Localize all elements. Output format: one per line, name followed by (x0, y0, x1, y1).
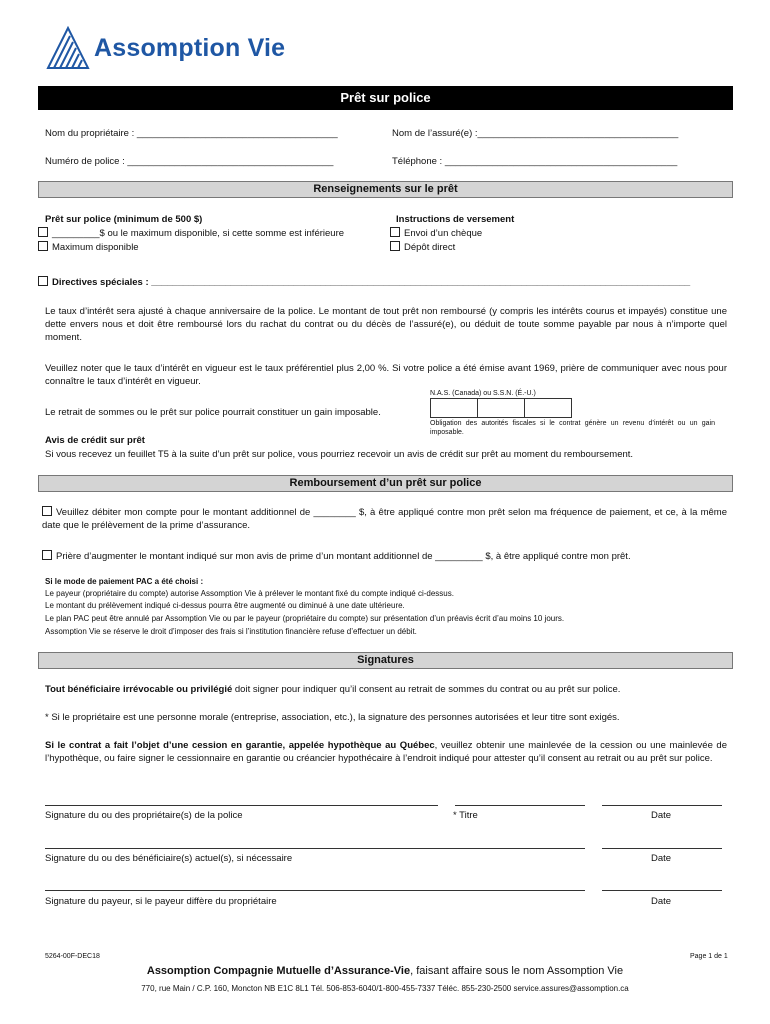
tax-note: Obligation des autorités fiscales si le contrat génère un revenu d’intérêt ou un gain imposable. (430, 420, 715, 436)
pac-line: Le montant du prélèvement indiqué ci-dessus pourra être augmenté ou diminué à une date ultérieure. (45, 601, 405, 610)
owner-signature-label: Signature du ou des propriétaire(s) de la police (45, 810, 243, 821)
loan-option-max-label: Maximum disponible (52, 242, 139, 253)
payment-direct-label: Dépôt direct (404, 242, 456, 253)
form-code: 5264-00F-DEC18 (45, 953, 100, 960)
checkbox-icon[interactable] (390, 241, 400, 251)
date-line[interactable] (602, 890, 722, 891)
payment-cheque-option[interactable] (390, 227, 482, 240)
date-line[interactable] (602, 805, 722, 806)
special-directives[interactable] (38, 276, 728, 289)
repayment-option-increase[interactable] (42, 550, 727, 563)
checkbox-icon[interactable] (42, 550, 52, 560)
beneficiary-signature-label: Signature du ou des bénéficiaire(s) actuel(s), si nécessaire (45, 853, 293, 864)
page-number: Page 1 de 1 (690, 953, 728, 960)
special-directives-label: Directives spéciales : ______________________________________________________________________________________________________ (52, 277, 691, 288)
pac-heading: Si le mode de paiement PAC a été choisi : (45, 577, 204, 586)
repayment-option-debit[interactable] (42, 506, 727, 532)
credit-text: Si vous recevez un feuillet T5 à la suite d’un prêt sur police, vous pourriez recevoir un avis de crédit sur prêt au moment du remboursement. (45, 449, 634, 460)
taxable-gain-text: Le retrait de sommes ou le prêt sur police pourrait constituer un gain imposable. (45, 407, 381, 418)
interest-paragraph: Le taux d’intérêt sera ajusté à chaque anniversaire de la police. Le montant de tout prêt non remboursé (y compris les intérêts courus et impayés) constitue une dette envers nous et doit être remboursé lors du rachat du contrat ou du décès de l’assuré(e), ou déduit de toute somme payable par nous à n’importe quel moment. (45, 306, 727, 343)
nas-input[interactable] (430, 398, 572, 418)
loan-heading: Prêt sur police (minimum de 500 $) (45, 214, 203, 225)
logo-text: Assomption Vie (94, 33, 286, 62)
payment-cheque-label: Envoi d’un chèque (404, 228, 483, 239)
footer-address: 770, rue Main / C.P. 160, Moncton NB E1C 8L1 Tél. 506-853-6040/1-800-455-7337 Téléc. 855-230-2500 service.assures@assomption.ca (141, 984, 629, 993)
loan-option-amount[interactable] (38, 227, 344, 240)
date-line[interactable] (602, 848, 722, 849)
checkbox-icon[interactable] (38, 241, 48, 251)
page-title: Prêt sur police (38, 86, 733, 110)
payment-heading: Instructions de versement (396, 214, 515, 225)
payer-signature-label: Signature du payeur, si le payeur diffère du propriétaire (45, 896, 277, 907)
footer-company-bold: Assomption Compagnie Mutuelle d’Assurance-Vie (146, 965, 411, 977)
checkbox-icon[interactable] (38, 276, 48, 286)
loan-option-max[interactable] (38, 241, 139, 254)
corporate-note: * Si le propriétaire est une personne morale (entreprise, association, etc.), la signature des personnes autorisées et leur titre sont exigés. (45, 712, 620, 723)
repayment-option-increase-label: Prière d’augmenter le montant indiqué sur mon avis de prime d’un montant additionnel de _________ $, à être appliqué contre mon prêt. (56, 551, 631, 562)
repayment-option-debit-label: Veuillez débiter mon compte pour le montant additionnel de ________ $, à être appliqué contre mon prêt selon ma fréquence de paiement, et ce, à la même date que le prélèvement de la prime d’assurance. (42, 507, 727, 531)
beneficiary-consent-bold: Tout bénéficiaire irrévocable ou privilégié (45, 684, 233, 695)
pac-line: Le plan PAC peut être annulé par Assomption Vie ou par le payeur (propriétaire du compte) sur présentation d’un préavis écrit d’au moins 10 jours. (45, 614, 565, 623)
date-label: Date (651, 810, 672, 821)
checkbox-icon[interactable] (390, 227, 400, 237)
company-logo (46, 26, 285, 70)
credit-heading: Avis de crédit sur prêt (45, 435, 145, 446)
footer-company-rest: , faisant affaire sous le nom Assomption Vie (410, 965, 624, 977)
beneficiary-consent (45, 683, 730, 696)
loan-option-amount-label: _________$ ou le maximum disponible, si cette somme est inférieure (52, 228, 345, 239)
rate-paragraph: Veuillez noter que le taux d’intérêt en vigueur est le taux préférentiel plus 2,00 %. Si votre police a été émise avant 1969, prière de communiquer avec nous pour connaître le taux d’intérêt en vigueur. (45, 363, 727, 387)
pac-line: Assomption Vie se réserve le droit d’imposer des frais si l’institution financière refuse d’effectuer un débit. (45, 627, 417, 636)
assignment-bold: Si le contrat a fait l’objet d’une cession en garantie, appelée hypothèque au Québec (45, 740, 435, 751)
assomption-triangle-logo-icon (46, 26, 90, 70)
owner-name-field[interactable]: Nom du propriétaire : ______________________________________ (45, 128, 338, 139)
payment-direct-option[interactable] (390, 241, 455, 254)
checkbox-icon[interactable] (42, 506, 52, 516)
beneficiary-signature-line[interactable] (45, 848, 585, 849)
title-label: * Titre (453, 810, 478, 821)
assignment-rest: , veuillez obtenir une mainlevée de la cession ou une mainlevée de l’hypothèque, ou faire signer le cessionnaire en garantie ou créancier hypothécaire à l’endroit indiqué pour attester qu’il consent au retrait ou au prêt sur police. (45, 740, 727, 764)
assignment-paragraph (45, 739, 727, 765)
payer-signature-line[interactable] (45, 890, 585, 891)
footer-company (0, 965, 770, 977)
title-line[interactable] (455, 805, 585, 806)
insured-name-field[interactable]: Nom de l’assuré(e) :______________________________________ (392, 128, 679, 139)
checkbox-icon[interactable] (38, 227, 48, 237)
phone-field[interactable]: Téléphone : ____________________________________________ (392, 156, 678, 167)
policy-number-field[interactable]: Numéro de police : _______________________________________ (45, 156, 334, 167)
loan-section-header: Renseignements sur le prêt (38, 181, 733, 198)
beneficiary-consent-rest: doit signer pour indiquer qu’il consent au retrait de sommes du contrat ou au prêt sur police. (232, 684, 621, 695)
signatures-section-header: Signatures (38, 652, 733, 669)
pac-line: Le payeur (propriétaire du compte) autorise Assomption Vie à prélever le montant fixé du compte indiqué ci-dessus. (45, 589, 454, 598)
date-label: Date (651, 896, 672, 907)
owner-signature-line[interactable] (45, 805, 438, 806)
repayment-section-header: Remboursement d’un prêt sur police (38, 475, 733, 492)
date-label: Date (651, 853, 672, 864)
nas-label: N.A.S. (Canada) ou S.S.N. (É.-U.) (430, 390, 536, 397)
